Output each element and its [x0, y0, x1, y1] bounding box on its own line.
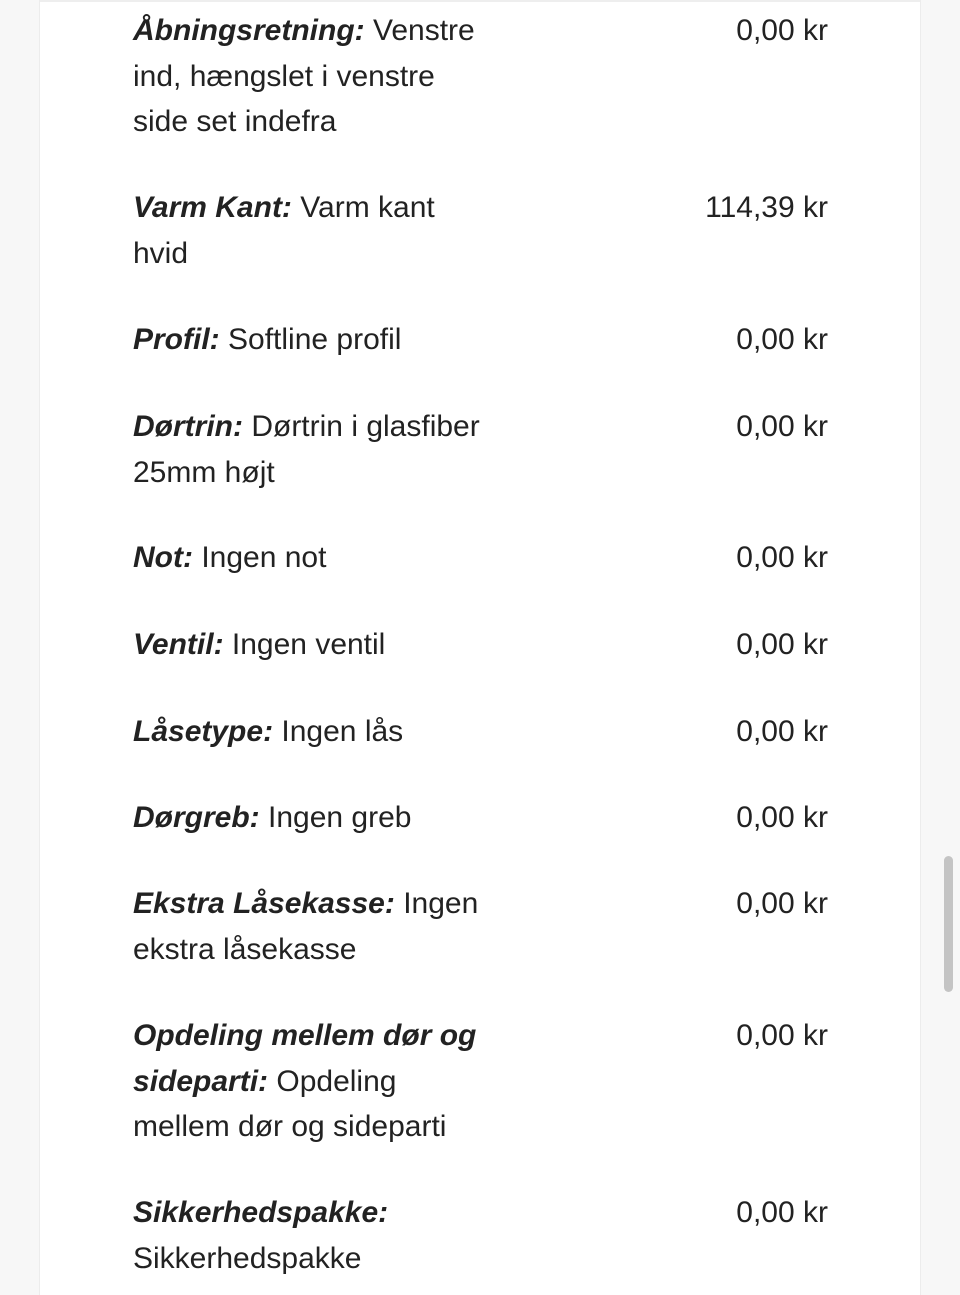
option-description	[133, 881, 493, 972]
option-price: 0,00 kr	[736, 541, 828, 574]
option-value: Ingen greb	[268, 801, 412, 834]
option-price: 0,00 kr	[736, 887, 828, 920]
option-price: 114,39 kr	[705, 191, 828, 224]
option-description	[133, 404, 493, 495]
option-value: Varm kant hvid	[133, 191, 435, 270]
option-value: Dørtrin i glasfiber 25mm højt	[133, 410, 480, 489]
option-description	[133, 1013, 493, 1150]
option-price: 0,00 kr	[736, 14, 828, 47]
option-price: 0,00 kr	[736, 323, 828, 356]
option-price: 0,00 kr	[736, 410, 828, 443]
option-price: 0,00 kr	[736, 628, 828, 661]
option-description	[133, 622, 493, 668]
option-description	[133, 1190, 493, 1281]
option-value: Ingen ekstra låsekasse	[133, 887, 479, 966]
option-price: 0,00 kr	[736, 801, 828, 834]
vertical-scrollbar-thumb[interactable]	[944, 856, 953, 992]
option-description	[133, 795, 493, 841]
option-label: Sikkerhedspakke:	[133, 1196, 389, 1229]
option-price: 0,00 kr	[736, 1196, 828, 1229]
option-label: Not:	[133, 541, 193, 574]
option-description	[133, 535, 493, 581]
option-label: Opdeling mellem dør og sideparti:	[133, 1019, 477, 1098]
option-label: Dørtrin:	[133, 410, 243, 443]
option-label: Åbningsretning:	[133, 14, 365, 47]
option-description	[133, 317, 493, 363]
option-label: Ventil:	[133, 628, 224, 661]
option-label: Varm Kant:	[133, 191, 292, 224]
option-label: Dørgreb:	[133, 801, 260, 834]
option-value: Ingen ventil	[231, 628, 386, 661]
option-value: Softline profil	[228, 323, 402, 356]
option-value: Ingen lås	[281, 715, 404, 748]
option-value: Sikkerhedspakke	[133, 1241, 362, 1275]
option-description	[133, 709, 493, 755]
option-description	[133, 8, 493, 145]
option-price: 0,00 kr	[736, 715, 828, 748]
option-description	[133, 185, 493, 276]
option-label: Låsetype:	[133, 715, 274, 748]
order-details-panel	[39, 0, 921, 1295]
option-value: Venstre ind, hængslet i venstre side set indefra	[133, 14, 475, 138]
option-label: Profil:	[133, 323, 220, 356]
option-value: Ingen not	[201, 541, 327, 574]
option-value: Opdeling mellem dør og sideparti	[133, 1064, 447, 1143]
option-price: 0,00 kr	[736, 1019, 828, 1052]
option-label: Ekstra Låsekasse:	[133, 887, 395, 920]
top-divider	[40, 0, 920, 2]
